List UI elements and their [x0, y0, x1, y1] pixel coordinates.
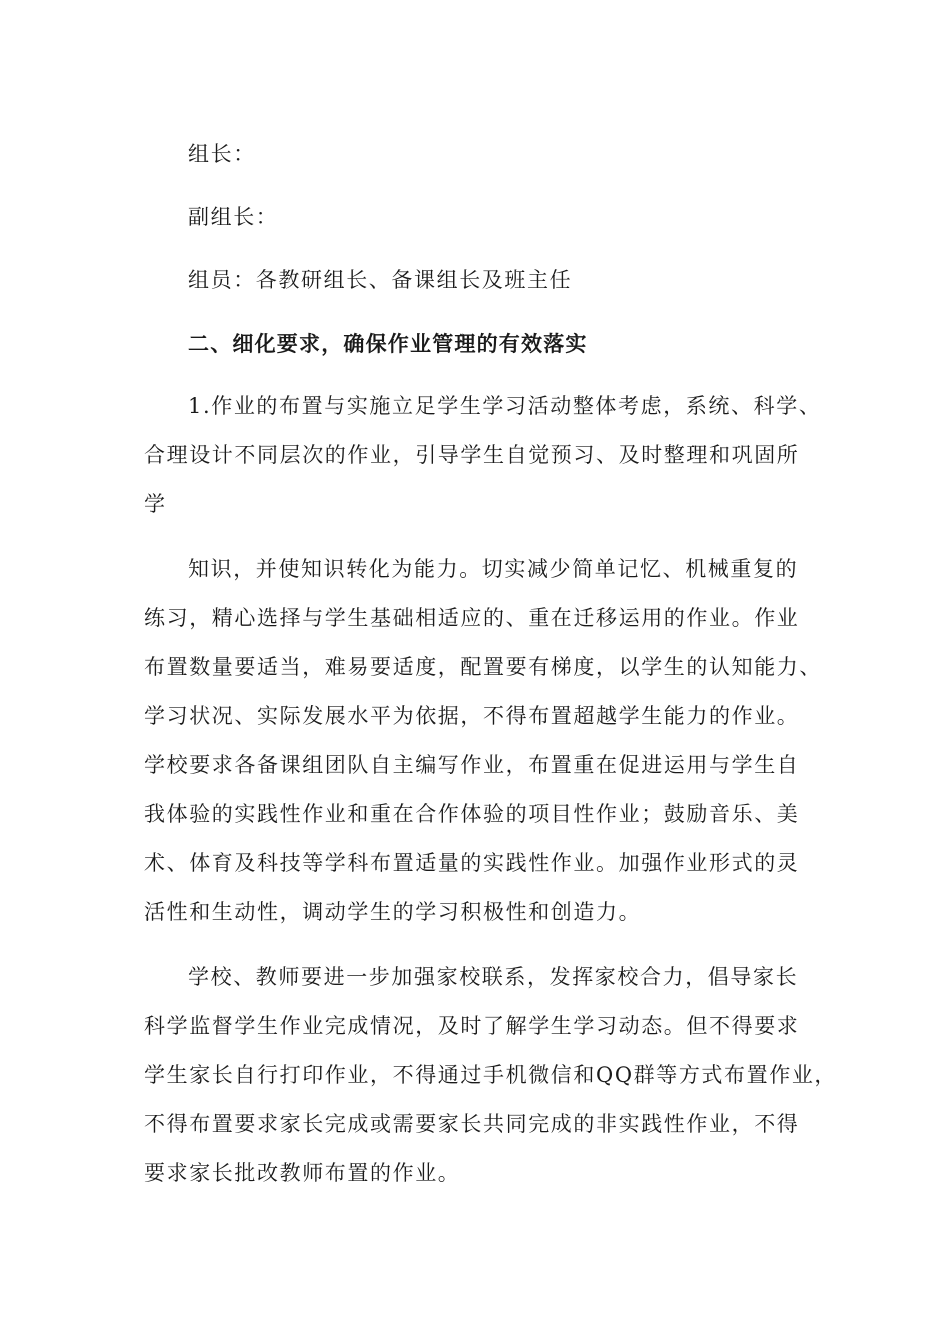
paragraph-line: 科学监督学生作业完成情况，及时了解学生学习动态。但不得要求	[144, 1014, 800, 1038]
paragraph-line: 我体验的实践性作业和重在合作体验的项目性作业；鼓励音乐、美	[144, 802, 800, 826]
members-line: 组员：各教研组长、备课组长及班主任	[188, 268, 573, 292]
paragraph-line: 知识，并使知识转化为能力。切实减少简单记忆、机械重复的	[188, 557, 799, 581]
paragraph-2	[144, 545, 824, 937]
leader-line: 组长：	[188, 142, 256, 166]
paragraph-line: 学校要求各备课组团队自主编写作业，布置重在促进运用与学生自	[144, 753, 800, 777]
paragraph-line: 练习，精心选择与学生基础相适应的、重在迁移运用的作业。作业	[144, 606, 800, 630]
paragraph-line: 活性和生动性，调动学生的学习积极性和创造力。	[144, 900, 642, 924]
deputy-leader-line: 副组长：	[188, 205, 279, 229]
paragraph-1	[144, 382, 824, 529]
paragraph-line: 1.作业的布置与实施立足学生学习活动整体考虑，系统、科学、	[188, 394, 822, 418]
paragraph-line: 学校、教师要进一步加强家校联系，发挥家校合力，倡导家长	[188, 965, 799, 989]
paragraph-line: 不得布置要求家长完成或需要家长共同完成的非实践性作业，不得	[144, 1112, 800, 1136]
paragraph-line: 要求家长批改教师布置的作业。	[144, 1161, 461, 1185]
paragraph-3	[144, 953, 838, 1198]
paragraph-line: 学	[144, 492, 167, 516]
paragraph-line: 布置数量要适当，难易要适度，配置要有梯度，以学生的认知能力、	[144, 655, 822, 679]
paragraph-line: 术、体育及科技等学科布置适量的实践性作业。加强作业形式的灵	[144, 851, 800, 875]
document-body	[144, 130, 838, 1198]
section-heading: 二、细化要求，确保作业管理的有效落实	[188, 331, 588, 356]
paragraph-line: 学生家长自行打印作业，不得通过手机微信和QQ群等方式布置作业，	[144, 1063, 838, 1087]
paragraph-line: 合理设计不同层次的作业，引导学生自觉预习、及时整理和巩固所	[144, 443, 800, 467]
paragraph-line: 学习状况、实际发展水平为依据，不得布置超越学生能力的作业。	[144, 704, 800, 728]
